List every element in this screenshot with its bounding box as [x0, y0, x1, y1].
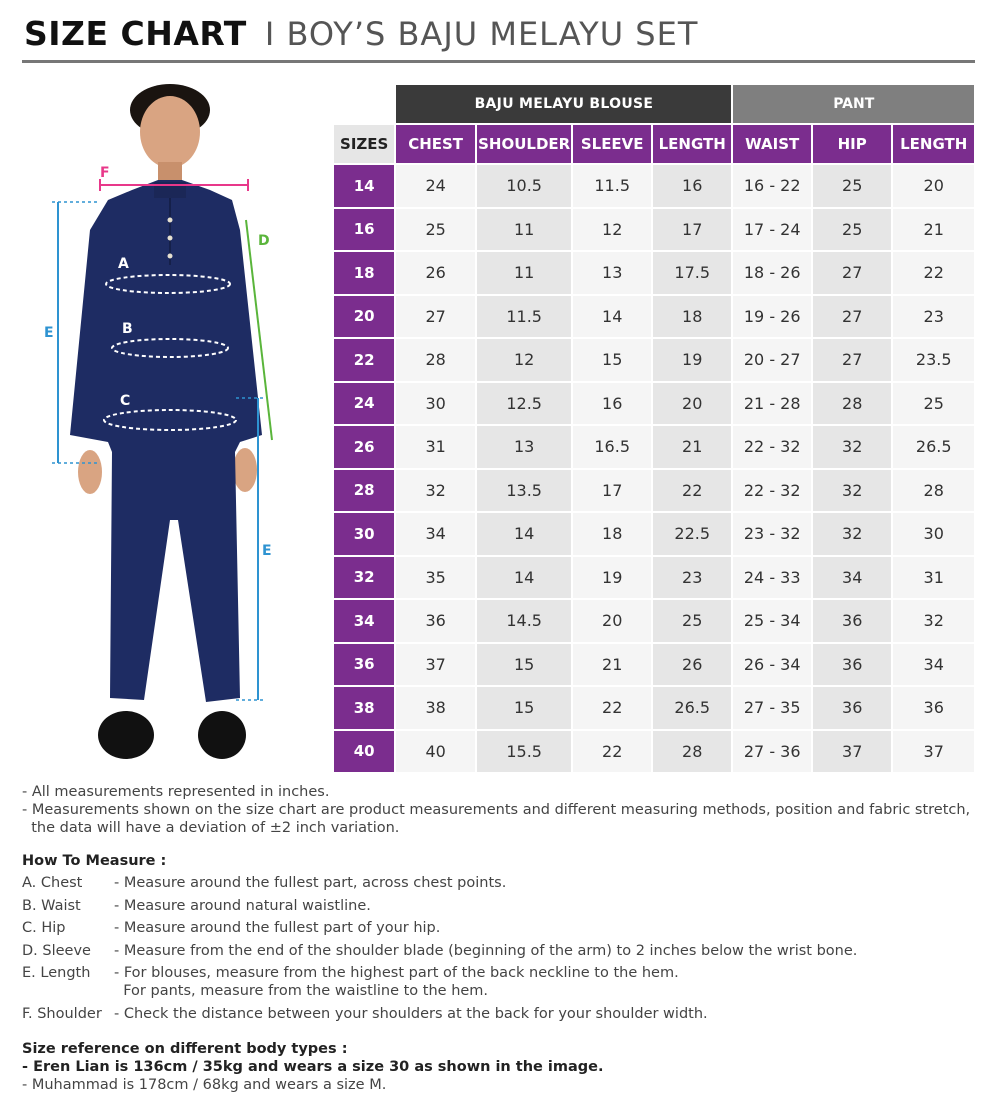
size-chart-body	[334, 165, 974, 772]
cell-sleeve: 12	[573, 209, 650, 251]
model-shirt	[70, 180, 262, 452]
cell-size: 28	[334, 470, 394, 512]
cell-chest: 26	[396, 252, 474, 294]
cell-chest: 35	[396, 557, 474, 599]
size-row	[334, 339, 974, 381]
size-row	[334, 731, 974, 773]
cell-waist: 26 - 34	[733, 644, 810, 686]
cell-waist: 22 - 32	[733, 470, 810, 512]
cell-hip: 25	[813, 209, 891, 251]
column-header-blouse-length: LENGTH	[653, 125, 732, 163]
size-row	[334, 209, 974, 251]
cell-waist: 25 - 34	[733, 600, 810, 642]
cell-chest: 36	[396, 600, 474, 642]
model-trousers	[110, 452, 240, 702]
guide-label-d: D	[258, 233, 270, 249]
how-to-measure-item	[22, 919, 982, 937]
cell-chest: 30	[396, 383, 474, 425]
cell-chest: 27	[396, 296, 474, 338]
cell-chest: 28	[396, 339, 474, 381]
cell-shoulder: 15	[477, 687, 572, 729]
cell-sleeve: 19	[573, 557, 650, 599]
guide-label-c: C	[120, 393, 131, 409]
cell-blouse-length: 22	[653, 470, 732, 512]
cell-size: 38	[334, 687, 394, 729]
cell-sleeve: 11.5	[573, 165, 650, 207]
how-to-measure-label: E. Length	[22, 965, 91, 981]
cell-blouse-length: 26.5	[653, 687, 732, 729]
cell-shoulder: 13.5	[477, 470, 572, 512]
cell-shoulder: 14.5	[477, 600, 572, 642]
cell-shoulder: 15	[477, 644, 572, 686]
cell-chest: 31	[396, 426, 474, 468]
cell-pant-length: 31	[893, 557, 974, 599]
how-to-measure-item	[22, 897, 982, 915]
cell-sleeve: 15	[573, 339, 650, 381]
cell-blouse-length: 22.5	[653, 513, 732, 555]
cell-hip: 32	[813, 426, 891, 468]
cell-hip: 36	[813, 687, 891, 729]
how-to-measure-label: F. Shoulder	[22, 1005, 102, 1022]
cell-blouse-length: 21	[653, 426, 732, 468]
how-to-measure-label: C. Hip	[22, 920, 66, 936]
size-reference-line: - Muhammad is 178cm / 68kg and wears a size M.	[22, 1077, 387, 1093]
cell-sleeve: 20	[573, 600, 650, 642]
how-to-measure-label: D. Sleeve	[22, 942, 91, 959]
cell-pant-length: 28	[893, 470, 974, 512]
size-row	[334, 470, 974, 512]
cell-blouse-length: 20	[653, 383, 732, 425]
guide-label-f: F	[100, 165, 110, 181]
cell-hip: 32	[813, 513, 891, 555]
cell-chest: 25	[396, 209, 474, 251]
cell-shoulder: 15.5	[477, 731, 572, 773]
title-divider	[22, 60, 975, 63]
column-header-row	[334, 125, 974, 163]
size-reference-line: - Eren Lian is 136cm / 35kg and wears a size 30 as shown in the image.	[22, 1059, 604, 1075]
cell-pant-length: 23.5	[893, 339, 974, 381]
cell-sleeve: 14	[573, 296, 650, 338]
cell-chest: 24	[396, 165, 474, 207]
column-header-shoulder: SHOULDER	[477, 125, 572, 163]
cell-sleeve: 22	[573, 731, 650, 773]
guide-label-a: A	[118, 256, 129, 272]
cell-shoulder: 10.5	[477, 165, 572, 207]
cell-blouse-length: 18	[653, 296, 732, 338]
cell-shoulder: 14	[477, 513, 572, 555]
how-to-measure-item	[22, 942, 982, 960]
cell-sleeve: 18	[573, 513, 650, 555]
cell-waist: 27 - 36	[733, 731, 810, 773]
cell-pant-length: 36	[893, 687, 974, 729]
note-line: - All measurements represented in inches.	[22, 784, 330, 800]
cell-hip: 36	[813, 600, 891, 642]
cell-blouse-length: 25	[653, 600, 732, 642]
how-to-measure-desc: - Measure from the end of the shoulder blade (beginning of the arm) to 2 inches below the wrist bone.	[114, 942, 858, 959]
cell-pant-length: 22	[893, 252, 974, 294]
cell-sleeve: 22	[573, 687, 650, 729]
cell-pant-length: 20	[893, 165, 974, 207]
cell-shoulder: 12	[477, 339, 572, 381]
cell-size: 18	[334, 252, 394, 294]
cell-waist: 17 - 24	[733, 209, 810, 251]
cell-blouse-length: 23	[653, 557, 732, 599]
size-chart-table	[332, 83, 976, 774]
cell-pant-length: 23	[893, 296, 974, 338]
how-to-measure-item	[22, 1005, 982, 1023]
title-main: SIZE CHART	[24, 14, 247, 53]
column-header-waist: WAIST	[733, 125, 810, 163]
cell-shoulder: 11.5	[477, 296, 572, 338]
cell-hip: 27	[813, 296, 891, 338]
cell-hip: 36	[813, 644, 891, 686]
cell-blouse-length: 19	[653, 339, 732, 381]
cell-hip: 25	[813, 165, 891, 207]
cell-pant-length: 25	[893, 383, 974, 425]
size-row	[334, 252, 974, 294]
cell-size: 34	[334, 600, 394, 642]
how-to-measure-desc: - Measure around natural waistline.	[114, 897, 371, 914]
how-to-measure-label: A. Chest	[22, 875, 83, 891]
cell-hip: 34	[813, 557, 891, 599]
cell-waist: 27 - 35	[733, 687, 810, 729]
column-header-sleeve: SLEEVE	[573, 125, 650, 163]
cell-size: 20	[334, 296, 394, 338]
cell-shoulder: 11	[477, 252, 572, 294]
page-title	[24, 14, 698, 60]
model-button	[168, 236, 173, 241]
size-row	[334, 426, 974, 468]
column-header-hip: HIP	[813, 125, 891, 163]
how-to-measure-desc: - For blouses, measure from the highest part of the back neckline to the hem. For pants, measure from the waistline to the hem.	[114, 965, 679, 999]
size-row	[334, 383, 974, 425]
cell-waist: 20 - 27	[733, 339, 810, 381]
cell-waist: 16 - 22	[733, 165, 810, 207]
how-to-measure-item	[22, 874, 982, 892]
cell-chest: 37	[396, 644, 474, 686]
cell-size: 14	[334, 165, 394, 207]
how-to-measure-desc: - Check the distance between your shoulders at the back for your shoulder width.	[114, 1005, 708, 1022]
guide-label-e-bottom: E	[262, 543, 272, 559]
cell-blouse-length: 17	[653, 209, 732, 251]
cell-hip: 27	[813, 252, 891, 294]
model-face	[140, 96, 200, 168]
how-to-measure-heading: How To Measure :	[22, 853, 167, 869]
cell-hip: 27	[813, 339, 891, 381]
cell-chest: 34	[396, 513, 474, 555]
how-to-measure-list	[22, 874, 982, 1027]
model-shoe-left	[98, 711, 154, 759]
size-row	[334, 557, 974, 599]
cell-size: 30	[334, 513, 394, 555]
measurement-notes	[22, 783, 982, 837]
size-row	[334, 687, 974, 729]
cell-waist: 23 - 32	[733, 513, 810, 555]
size-row	[334, 513, 974, 555]
cell-sleeve: 16.5	[573, 426, 650, 468]
size-row	[334, 644, 974, 686]
cell-hip: 28	[813, 383, 891, 425]
cell-chest: 38	[396, 687, 474, 729]
size-row	[334, 296, 974, 338]
cell-size: 16	[334, 209, 394, 251]
cell-shoulder: 13	[477, 426, 572, 468]
cell-sleeve: 16	[573, 383, 650, 425]
group-header-blank	[334, 85, 394, 123]
note-line: the data will have a deviation of ±2 inch variation.	[22, 820, 400, 836]
cell-size: 24	[334, 383, 394, 425]
cell-blouse-length: 26	[653, 644, 732, 686]
cell-blouse-length: 17.5	[653, 252, 732, 294]
cell-chest: 32	[396, 470, 474, 512]
cell-size: 36	[334, 644, 394, 686]
model-hand-left	[78, 450, 102, 494]
model-button	[168, 218, 173, 223]
how-to-measure-desc: - Measure around the fullest part, across chest points.	[114, 875, 507, 891]
cell-hip: 37	[813, 731, 891, 773]
cell-waist: 21 - 28	[733, 383, 810, 425]
group-header-row	[334, 85, 974, 123]
size-row	[334, 165, 974, 207]
cell-size: 32	[334, 557, 394, 599]
cell-sleeve: 13	[573, 252, 650, 294]
cell-shoulder: 11	[477, 209, 572, 251]
cell-size: 26	[334, 426, 394, 468]
note-line: - Measurements shown on the size chart are product measurements and different measuring methods, position and fabric stretch,	[22, 802, 971, 818]
cell-chest: 40	[396, 731, 474, 773]
size-row	[334, 600, 974, 642]
cell-pant-length: 21	[893, 209, 974, 251]
cell-waist: 19 - 26	[733, 296, 810, 338]
model-shoe-right	[198, 711, 246, 759]
column-header-sizes: SIZES	[334, 125, 394, 163]
cell-shoulder: 14	[477, 557, 572, 599]
how-to-measure-desc: - Measure around the fullest part of your hip.	[114, 920, 441, 936]
cell-sleeve: 21	[573, 644, 650, 686]
cell-pant-length: 32	[893, 600, 974, 642]
cell-pant-length: 34	[893, 644, 974, 686]
cell-blouse-length: 16	[653, 165, 732, 207]
cell-pant-length: 30	[893, 513, 974, 555]
column-header-chest: CHEST	[396, 125, 474, 163]
guide-label-e-top: E	[44, 325, 54, 341]
cell-waist: 24 - 33	[733, 557, 810, 599]
title-subtitle: I BOY’S BAJU MELAYU SET	[264, 15, 699, 53]
cell-sleeve: 17	[573, 470, 650, 512]
how-to-measure-item	[22, 964, 982, 1000]
how-to-measure-label: B. Waist	[22, 897, 81, 914]
group-header-blouse: BAJU MELAYU BLOUSE	[396, 85, 731, 123]
guide-label-b: B	[122, 321, 133, 337]
model-illustration	[40, 80, 290, 770]
cell-pant-length: 37	[893, 731, 974, 773]
cell-shoulder: 12.5	[477, 383, 572, 425]
cell-blouse-length: 28	[653, 731, 732, 773]
cell-hip: 32	[813, 470, 891, 512]
cell-size: 40	[334, 731, 394, 773]
cell-pant-length: 26.5	[893, 426, 974, 468]
model-hand-right	[233, 448, 257, 492]
cell-waist: 18 - 26	[733, 252, 810, 294]
group-header-pant: PANT	[733, 85, 974, 123]
column-header-pant-length: LENGTH	[893, 125, 974, 163]
cell-waist: 22 - 32	[733, 426, 810, 468]
model-button	[168, 254, 173, 259]
cell-size: 22	[334, 339, 394, 381]
size-reference-heading: Size reference on different body types :	[22, 1041, 348, 1057]
